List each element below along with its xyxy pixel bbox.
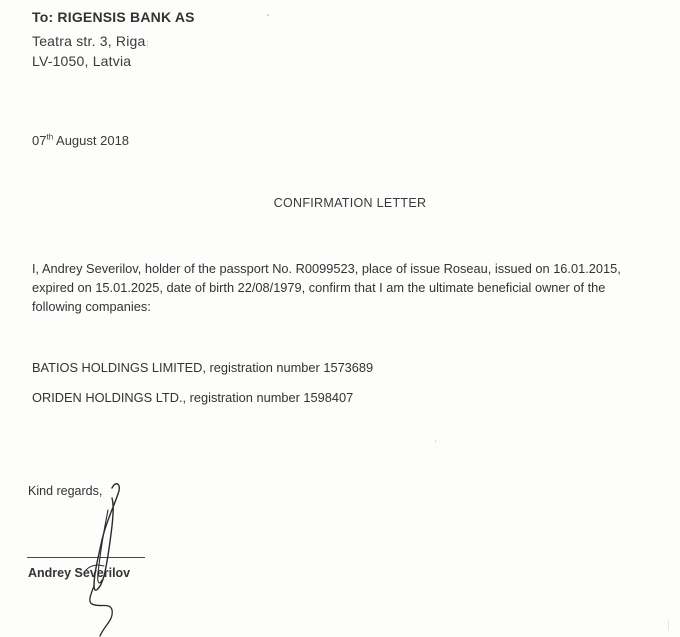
company-line-2: ORIDEN HOLDINGS LTD., registration number 1598407 <box>32 390 354 405</box>
date-suffix: th <box>46 132 54 142</box>
recipient-city: LV-1050, Latvia <box>32 53 132 69</box>
recipient-to-line: To: RIGENSIS BANK AS <box>32 9 195 25</box>
date-rest: August 2018 <box>53 133 130 148</box>
company-line-1: BATIOS HOLDINGS LIMITED, registration number 1573689 <box>32 360 374 375</box>
handwritten-signature-icon <box>60 470 140 637</box>
closing-line: Kind regards, <box>28 484 103 498</box>
date-day: 07 <box>32 133 47 148</box>
letter-title: CONFIRMATION LETTER <box>273 196 427 210</box>
scan-speck <box>267 14 269 16</box>
scan-speck <box>435 440 436 442</box>
letter-body: I, Andrey Severilov, holder of the passport No. R0099523, place of issue Roseau, issued on 16.01.2015, expired on 15.01.2025, date of birth 22/08/1979, confirm that I am the ultimate beneficial owner of the following companies: <box>32 261 621 314</box>
recipient-street: Teatra str. 3, Riga <box>32 33 146 49</box>
scan-speck <box>147 40 148 48</box>
scan-speck <box>668 620 669 630</box>
signer-name: Andrey Severilov <box>28 566 131 580</box>
letter-date <box>32 133 129 148</box>
